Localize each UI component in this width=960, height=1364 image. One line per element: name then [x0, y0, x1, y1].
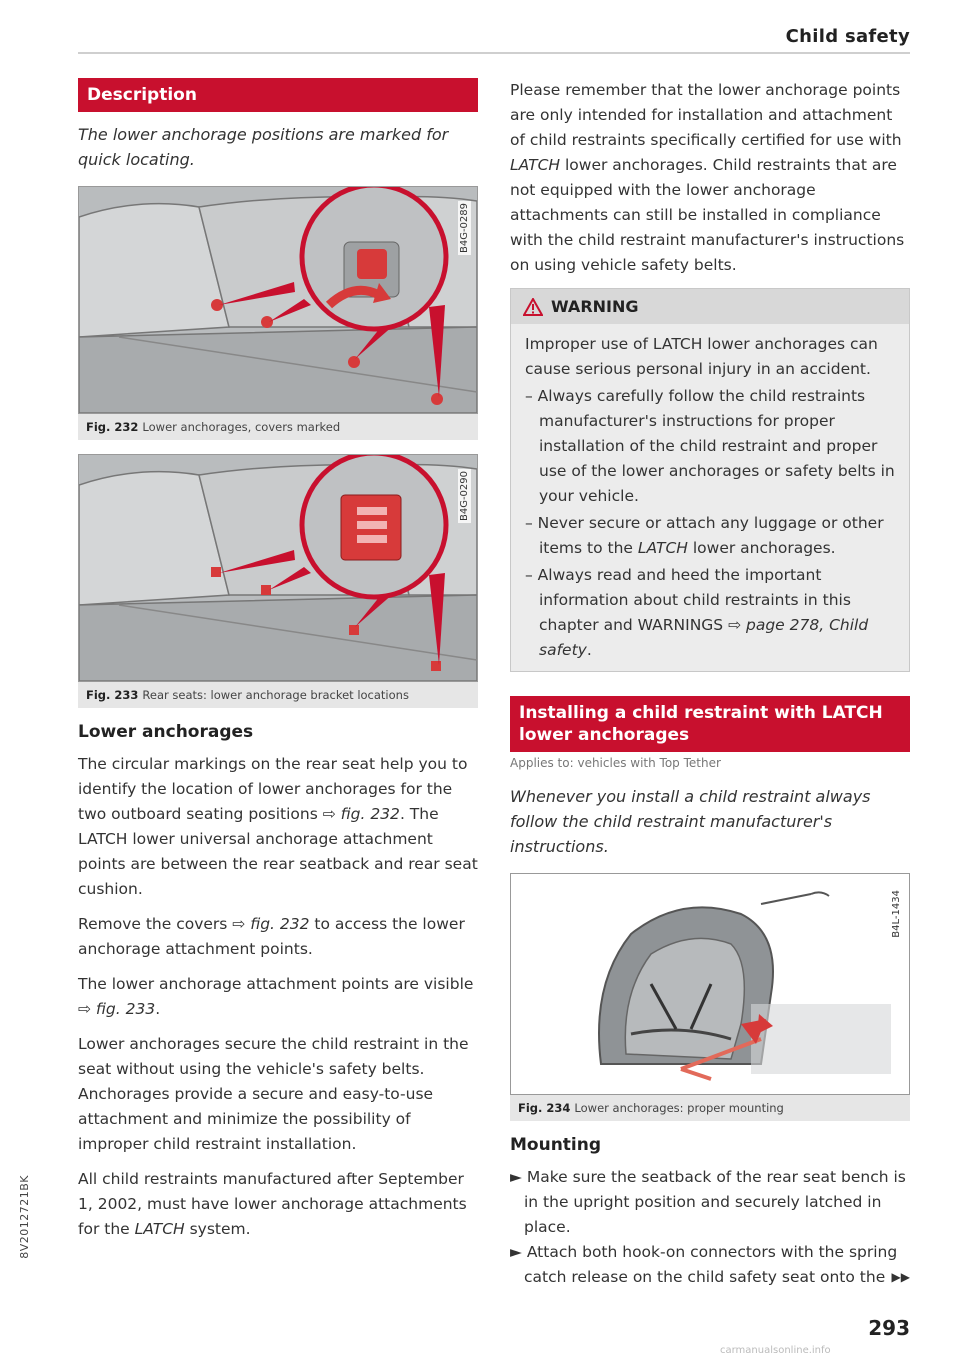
rear-seat-brackets-illustration [79, 455, 477, 681]
figure-232-link-2[interactable]: ⇨ fig. 232 [232, 915, 310, 933]
mounting-step-2-text: ► Attach both hook-on connectors with the spring catch release on the child safety seat onto the [510, 1243, 898, 1286]
section-title-installing: Installing a child restraint with LATCH lower anchorages [510, 696, 910, 752]
figure-233-caption-text: Rear seats: lower anchorage bracket locations [142, 688, 409, 702]
figure-233-label: Fig. 233 [86, 688, 139, 702]
right-column [510, 78, 910, 1290]
figure-234-label: Fig. 234 [518, 1101, 571, 1115]
warning-item-3-text-end: . [586, 641, 592, 659]
page-number: 293 [868, 1316, 910, 1340]
document-code: 8V2012721BK [18, 1175, 31, 1259]
section-title-description: Description [78, 78, 478, 112]
mounting-step-1: ► Make sure the seatback of the rear seat bench is in the upright position and securely latched in place. [510, 1168, 906, 1236]
figure-232-link[interactable]: ⇨ fig. 232 [322, 805, 400, 823]
figure-234-code: B4L-1434 [891, 890, 902, 938]
paragraph-3 [78, 972, 478, 1022]
right-paragraph-1-text: Please remember that the lower anchorage points are only intended for installation and attachment of child restraints specifically certified for use with [510, 81, 902, 149]
paragraph-2-text-end: to access the lower anchorage attachment points. [78, 915, 465, 958]
warning-header [511, 289, 909, 324]
warning-item-3 [525, 563, 895, 663]
warning-body [511, 324, 909, 671]
right-paragraph-1 [510, 78, 910, 278]
warning-item-2 [525, 511, 895, 561]
subhead-lower-anchorages: Lower anchorages [78, 722, 254, 742]
paragraph-1 [78, 752, 478, 902]
left-column [78, 78, 478, 1252]
right-intro-text: Whenever you install a child restraint always follow the child restraint manufacturer's instructions. [510, 787, 871, 856]
figure-233-code: B4G-0290 [459, 471, 470, 522]
paragraph-5 [78, 1167, 478, 1242]
paragraph-3-text: The lower anchorage attachment points are visible [78, 975, 474, 993]
intro-text: The lower anchorage positions are marked for quick locating. [78, 125, 449, 169]
figure-234 [510, 873, 910, 1095]
figure-232-caption-text: Lower anchorages, covers marked [142, 420, 341, 434]
subhead-mounting: Mounting [510, 1135, 602, 1155]
rear-seat-covers-illustration [79, 187, 477, 413]
paragraph-2 [78, 912, 478, 962]
figure-232-code: B4G-0289 [459, 203, 470, 254]
paragraph-1-text: The circular markings on the rear seat help you to identify the location of lower anchorages for the two outboard seating positions [78, 755, 468, 823]
warning-box [510, 288, 910, 672]
latch-term: LATCH [134, 1220, 185, 1238]
paragraph-2-text: Remove the covers [78, 915, 233, 933]
warning-item-2-text-end: lower anchorages. [687, 539, 836, 557]
figure-234-caption-text: Lower anchorages: proper mounting [574, 1101, 784, 1115]
warning-triangle-icon [523, 298, 543, 316]
child-seat-illustration [511, 874, 909, 1094]
warning-item-1: – Always carefully follow the child restraints manufacturer's instructions for proper installation of the child restraint and proper use of the lower anchorages or safety belts in your vehicle. [525, 387, 895, 505]
right-paragraph-1-text-end: lower anchorages. Child restraints that are not equipped with the lower anchorage attachments can still be installed in compliance with the child restraint manufacturer's instructions on using vehicle safety belts. [510, 156, 905, 274]
figure-232-caption [78, 414, 478, 440]
paragraph-5-text-end: system. [184, 1220, 251, 1238]
latch-term-3: LATCH [637, 539, 688, 557]
paragraph-4: Lower anchorages secure the child restraint in the seat without using the vehicle's safety belts. Anchorages provide a secure and easy-to-use attachment and minimize the possibility of improper child restraint installation. [78, 1035, 469, 1153]
continue-arrow-icon: ▶▶ [891, 1270, 910, 1284]
watermark: carmanualsonline.info [720, 1345, 831, 1356]
paragraph-3-text-end: . [155, 1000, 161, 1018]
page-278-link[interactable]: ⇨ page 278, Child safety [539, 616, 869, 659]
figure-233-link[interactable]: ⇨ fig. 233 [78, 1000, 156, 1018]
paragraph-1-text-end: . The LATCH lower universal anchorage attachment points are between the rear seatback and rear seat cushion. [78, 805, 478, 898]
warning-item-3-text: – Always read and heed the important information about child restraints in this chapter and WARNINGS [525, 566, 851, 634]
figure-232 [78, 186, 478, 414]
warning-item-2-text: – Never secure or attach any luggage or other items to the [525, 514, 884, 557]
warning-text: Improper use of LATCH lower anchorages can cause serious personal injury in an accident. [525, 335, 878, 378]
chapter-title: Child safety [785, 26, 910, 47]
figure-232-label: Fig. 232 [86, 420, 139, 434]
header-rule [78, 52, 910, 54]
paragraph-5-text: All child restraints manufactured after September 1, 2002, must have lower anchorage attachments for the [78, 1170, 467, 1238]
figure-234-caption [510, 1095, 910, 1121]
warning-title: WARNING [551, 297, 639, 316]
figure-233 [78, 454, 478, 682]
applies-to: Applies to: vehicles with Top Tether [510, 756, 721, 770]
figure-233-caption [78, 682, 478, 708]
mounting-step-2 [510, 1240, 910, 1290]
latch-term-2: LATCH [510, 156, 561, 174]
